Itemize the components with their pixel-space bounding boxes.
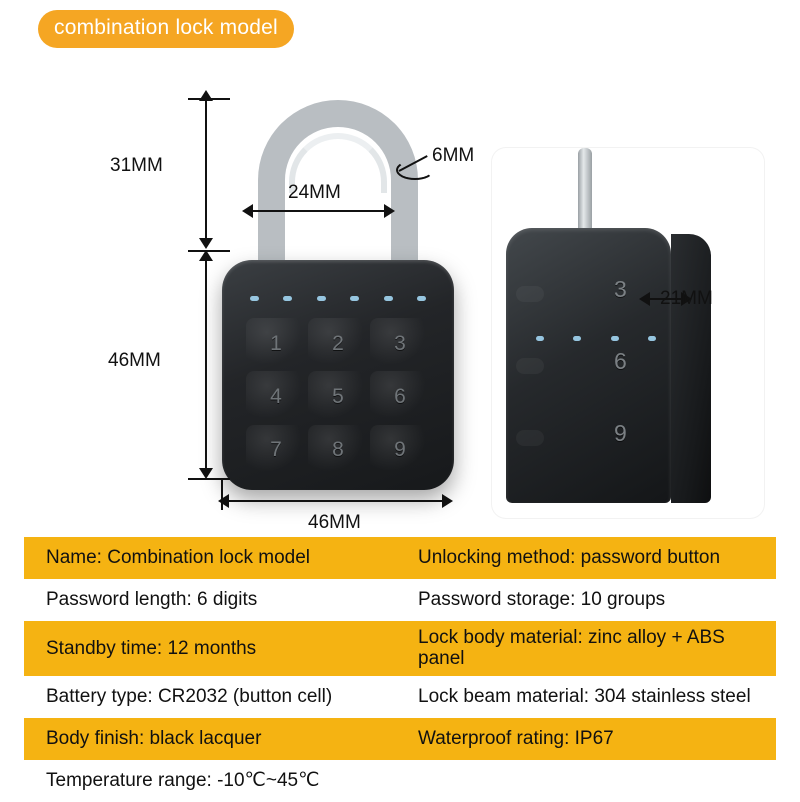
spec-password-storage: Password storage: 10 groups xyxy=(400,579,776,621)
led-dot xyxy=(283,296,292,301)
spec-lock-body-material: Lock body material: zinc alloy + ABS panel xyxy=(400,621,776,676)
keypad-key-6[interactable]: 6 xyxy=(370,371,430,422)
table-row xyxy=(24,537,776,579)
arrow-left-icon xyxy=(218,494,229,508)
dimension-line-body-width xyxy=(228,500,450,502)
spec-name: Name: Combination lock model xyxy=(24,537,400,579)
spec-battery-type: Battery type: CR2032 (button cell) xyxy=(24,676,400,718)
inset-keypad xyxy=(510,274,668,492)
inset-keypad-key-9[interactable]: 9 xyxy=(614,420,627,446)
arrow-down-icon xyxy=(199,238,213,249)
inset-key-blank xyxy=(516,358,544,374)
spec-temperature-range: Temperature range: -10℃~45℃ xyxy=(24,760,400,802)
dimension-line-shackle-height xyxy=(205,100,207,245)
table-row xyxy=(24,676,776,718)
led-dot xyxy=(317,296,326,301)
spec-password-length: Password length: 6 digits xyxy=(24,579,400,621)
dimension-label-body-width: 46MM xyxy=(308,512,361,533)
spec-empty-cell xyxy=(400,760,776,802)
led-dot xyxy=(350,296,359,301)
dimension-label-shackle-height: 31MM xyxy=(110,155,163,176)
keypad-key-1[interactable]: 1 xyxy=(246,318,306,369)
arrow-left-icon xyxy=(639,292,650,306)
spec-unlocking-method: Unlocking method: password button xyxy=(400,537,776,579)
dimension-label-body-depth: 21MM xyxy=(660,288,713,309)
dimension-tick xyxy=(221,478,223,510)
keypad-key-7[interactable]: 7 xyxy=(246,425,306,476)
arrow-right-icon xyxy=(384,204,395,218)
table-row xyxy=(24,579,776,621)
led-dot xyxy=(250,296,259,301)
table-row xyxy=(24,621,776,676)
dimension-line-shackle-width xyxy=(252,210,392,212)
inset-side-view xyxy=(492,148,764,518)
spec-lock-beam-material: Lock beam material: 304 stainless steel xyxy=(400,676,776,718)
inset-key-blank xyxy=(516,286,544,302)
keypad-key-4[interactable]: 4 xyxy=(246,371,306,422)
keypad-key-5[interactable]: 5 xyxy=(308,371,368,422)
arrow-up-icon xyxy=(199,250,213,261)
inset-shackle xyxy=(578,148,592,234)
spec-body-finish: Body finish: black lacquer xyxy=(24,718,400,760)
led-dot xyxy=(384,296,393,301)
dimension-tick xyxy=(188,478,230,480)
table-row xyxy=(24,760,776,802)
dimension-tick xyxy=(188,98,230,100)
led-dot xyxy=(417,296,426,301)
inset-key-blank xyxy=(516,430,544,446)
spec-table xyxy=(24,537,776,802)
keypad xyxy=(246,318,430,476)
product-diagram xyxy=(0,60,800,533)
lock-body xyxy=(222,260,454,490)
page-title: combination lock model xyxy=(38,10,294,48)
ellipse-thickness-indicator xyxy=(396,160,434,180)
keypad-key-9[interactable]: 9 xyxy=(370,425,430,476)
keypad-key-8[interactable]: 8 xyxy=(308,425,368,476)
dimension-label-body-height: 46MM xyxy=(108,350,161,371)
dimension-label-shackle-thickness: 6MM xyxy=(432,145,475,166)
keypad-key-3[interactable]: 3 xyxy=(370,318,430,369)
spec-waterproof-rating: Waterproof rating: IP67 xyxy=(400,718,776,760)
table-row xyxy=(24,718,776,760)
dimension-label-shackle-width: 24MM xyxy=(288,182,341,203)
inset-keypad-key-6[interactable]: 6 xyxy=(614,348,627,374)
inset-keypad-key-3[interactable]: 3 xyxy=(614,276,627,302)
arrow-left-icon xyxy=(242,204,253,218)
spec-standby-time: Standby time: 12 months xyxy=(24,621,400,676)
keypad-key-2[interactable]: 2 xyxy=(308,318,368,369)
led-indicator-row xyxy=(250,294,426,302)
dimension-line-body-height xyxy=(205,258,207,476)
inset-lock-side-face xyxy=(671,234,711,503)
arrow-right-icon xyxy=(442,494,453,508)
